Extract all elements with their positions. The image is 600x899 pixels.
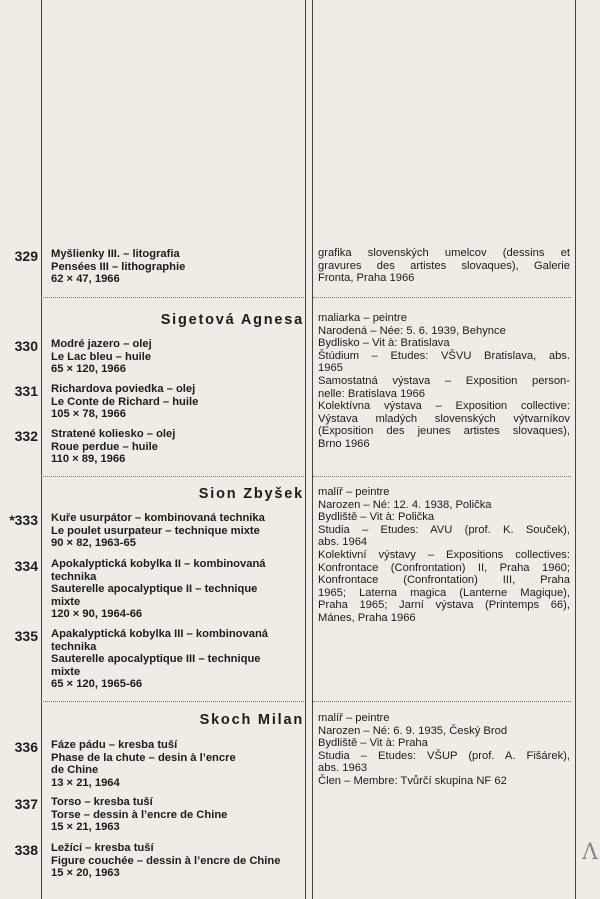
bio-line: abs. 1964 — [318, 536, 368, 549]
separator — [313, 701, 571, 702]
entry-line: Sauterelle apocalyptique II – technique — [51, 583, 258, 596]
entry-line: 65 × 120, 1965-66 — [51, 678, 143, 691]
bio-line: nelle: Bratislava 1966 — [318, 387, 425, 400]
entry-number: 330 — [14, 338, 38, 354]
entry-line: Roue perdue – huile — [51, 440, 158, 453]
entry-line: 65 × 120, 1966 — [51, 363, 126, 376]
entry-line: Apokalyptická kobylka II – kombinovaná — [51, 558, 266, 570]
entry-line: 62 × 47, 1966 — [51, 273, 120, 286]
bio-line: Kolektivní výstavy – Expositions collectives: — [318, 548, 570, 561]
entry-number: 334 — [14, 558, 38, 574]
entry-number: 336 — [14, 739, 38, 755]
artist-biography — [318, 712, 570, 788]
entry-line: de Chine — [51, 764, 99, 777]
entry-line: 120 × 90, 1964-66 — [51, 608, 143, 621]
separator — [313, 297, 571, 298]
entry-line: mixte — [51, 665, 81, 678]
entry-line: Apakalyptická kobylka III – kombinovaná — [51, 628, 268, 640]
entry-line: Torse – dessin à l’encre de Chine — [51, 808, 228, 821]
entry-line: Ležící – kresba tuší — [51, 842, 154, 854]
bio-line: Člen – Membre: Tvůrčí skupina NF 62 — [318, 774, 507, 787]
entry-line: Pensées III – lithographie — [51, 260, 186, 273]
entry-line: 15 × 20, 1963 — [51, 867, 120, 880]
entry-line: Modré jazero – olej — [51, 338, 152, 350]
bio-line: Brno 1966 — [318, 437, 370, 450]
column-rule-left — [41, 0, 42, 899]
entry-line: technika — [51, 570, 97, 583]
bio-line: gravures des artistes slovaques), Galerie — [318, 259, 570, 272]
separator — [313, 476, 571, 477]
bio-line: (Exposition des jeunes artistes slovaques), — [318, 425, 570, 438]
bio-line: Narozen – Né: 12. 4. 1938, Polička — [318, 498, 492, 511]
entry-line: Richardova poviedka – olej — [51, 383, 196, 395]
entry-number: 331 — [14, 383, 38, 399]
bio-line: Fronta, Praha 1966 — [318, 272, 415, 285]
entry-number: 338 — [14, 842, 38, 858]
bio-line: 1965 — [318, 362, 343, 375]
entry-line: Le poulet usurpateur – technique mixte — [51, 524, 260, 537]
entry-line: Le Lac bleu – huile — [51, 350, 152, 363]
bio-line: Narozen – Né: 6. 9. 1935, Český Brod — [318, 724, 508, 737]
entry-number: 329 — [14, 248, 38, 264]
bio-line: malíř – peintre — [318, 712, 390, 724]
entry-number: *333 — [9, 512, 38, 528]
bio-line: Výstava mladých slovenských výtvarníkov — [318, 412, 570, 425]
separator — [41, 297, 304, 298]
entry-number: 332 — [14, 428, 38, 444]
entry-line: Le Conte de Richard – huile — [51, 395, 199, 408]
artist-name: Sion Zbyšek — [198, 486, 304, 502]
bio-line: abs. 1963 — [318, 762, 368, 775]
entry-number: 337 — [14, 796, 38, 812]
entry-line: Myšlienky III. – litografia — [51, 248, 180, 260]
entry-line: 15 × 21, 1963 — [51, 821, 120, 834]
bio-line: Studia – Etudes: AVU (prof. K. Souček), — [318, 523, 570, 536]
entry-line: Fáze pádu – kresba tuší — [51, 739, 178, 751]
artist-name: Skoch Milan — [199, 712, 304, 728]
entry-line: 90 × 82, 1963-65 — [51, 537, 136, 550]
artist-biography — [318, 486, 570, 625]
entry-line: 13 × 21, 1964 — [51, 776, 120, 789]
artist-name: Sigetová Agnesa — [160, 312, 304, 328]
bio-line: Mánes, Praha 1966 — [318, 611, 416, 624]
entry-line: technika — [51, 640, 97, 653]
entry-line: Phase de la chute – desin à l’encre — [51, 751, 236, 764]
bio-line: Kolektívna výstava – Exposition collective: — [318, 400, 570, 413]
bio-line: malíř – peintre — [318, 486, 390, 498]
entry-line: 110 × 89, 1966 — [51, 453, 126, 466]
bio-line: Bydliště – Vit à: Praha — [318, 737, 428, 750]
bio-line: maliarka – peintre — [318, 312, 407, 324]
entry-line: 105 × 78, 1966 — [51, 408, 126, 421]
entry-line: Torso – kresba tuší — [51, 796, 153, 808]
entry-line: Kuře usurpátor – kombinovaná technika — [51, 512, 265, 524]
bio-line: Konfrontace (Confrontation) III, Praha — [318, 574, 570, 587]
separator — [41, 701, 304, 702]
column-rule-right — [575, 0, 576, 899]
artist-biography — [318, 312, 570, 451]
bio-line: Narodená – Née: 5. 6. 1939, Behynce — [318, 324, 506, 337]
bio-line: Studia – Etudes: VŠUP (prof. A. Fišárek), — [318, 749, 570, 762]
bio-line: Bydliště – Vit à: Polička — [318, 511, 435, 524]
entry-line: Stratené koliesko – olej — [51, 428, 176, 440]
artist-biography — [318, 247, 570, 285]
bio-line: Bydlisko – Vit à: Bratislava — [318, 337, 450, 350]
bio-line: Praha 1965; Jarní výstava (Printemps 66), — [318, 599, 570, 612]
column-rule-middle-2 — [312, 0, 313, 899]
entry-line: mixte — [51, 595, 81, 608]
separator — [41, 476, 304, 477]
bio-line: 1965; Laterna magica (Lanterne Magique), — [318, 586, 570, 599]
bio-line: Štúdium – Etudes: VŠVU Bratislava, abs. — [318, 349, 570, 362]
entry-line: Figure couchée – dessin à l’encre de Chine — [51, 854, 281, 867]
handwritten-mark: Λ — [582, 840, 598, 865]
entry-number: 335 — [14, 628, 38, 644]
bio-line: grafika slovenských umelcov (dessins et — [318, 247, 570, 259]
bio-line: Konfrontace (Confrontation) II, Praha 1960; — [318, 561, 570, 574]
entry-line: Sauterelle apocalyptique III – technique — [51, 653, 261, 666]
bio-line: Samostatná výstava – Exposition person- — [318, 374, 570, 387]
